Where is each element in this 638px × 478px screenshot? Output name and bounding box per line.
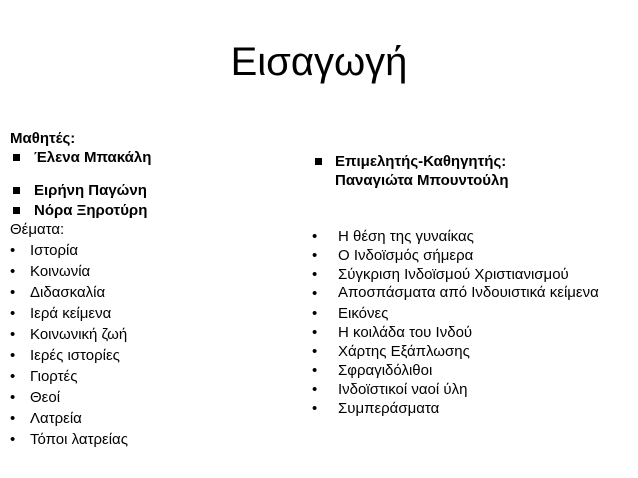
bullet-dot-icon: •	[10, 347, 16, 364]
bullet-dot-icon: •	[312, 285, 318, 302]
subtopic-item	[310, 361, 630, 380]
student-name: Ειρήνη Παγώνη	[34, 182, 147, 199]
bullet-dot-icon: •	[312, 247, 318, 264]
subtopic-text: Αποσπάσματα από Ινδουιστικά κείμενα	[338, 284, 599, 301]
topic-text: Θεοί	[30, 389, 61, 406]
supervisor-text: Επιμελητής-Καθηγητής: Παναγιώτα Μπουντούλη	[335, 153, 509, 189]
topic-text: Ιστορία	[30, 242, 79, 259]
topic-item	[10, 241, 290, 260]
topic-text: Διδασκαλία	[30, 284, 106, 301]
bullet-dot-icon: •	[10, 410, 16, 427]
topic-item	[10, 262, 290, 281]
bullet-dot-icon: •	[312, 305, 318, 322]
subtopic-item	[310, 227, 630, 246]
supervisor-item	[310, 152, 630, 190]
bullet-dot-icon: •	[312, 381, 318, 398]
topic-text: Κοινωνία	[30, 263, 91, 280]
bullet-dot-icon: •	[312, 324, 318, 341]
bullet-dot-icon: •	[312, 266, 318, 283]
subtopic-item	[310, 304, 630, 323]
subtopic-item	[310, 284, 630, 303]
topic-text: Λατρεία	[30, 410, 82, 427]
square-bullet-icon	[13, 207, 20, 214]
subtopic-text: Εικόνες	[338, 305, 389, 322]
subtopic-item	[310, 342, 630, 361]
subtopic-text: Η κοιλάδα του Ινδού	[338, 324, 473, 341]
topic-item	[10, 346, 290, 365]
bullet-dot-icon: •	[312, 343, 318, 360]
bullet-dot-icon: •	[10, 263, 16, 280]
topic-item	[10, 367, 290, 386]
bullet-dot-icon: •	[312, 400, 318, 417]
subtopic-item	[310, 265, 630, 284]
subtopic-text: Η θέση της γυναίκας	[338, 228, 474, 245]
topic-text: Τόποι λατρείας	[30, 431, 128, 448]
student-item	[10, 148, 290, 167]
bullet-dot-icon: •	[312, 228, 318, 245]
square-bullet-icon	[13, 154, 20, 161]
topic-text: Ιερές ιστορίες	[30, 347, 120, 364]
subtopic-text: Ο Ινδοϊσμός σήμερα	[338, 247, 474, 264]
student-item	[10, 181, 290, 200]
student-name: Έλενα Μπακάλη	[34, 149, 152, 166]
slide-title: Εισαγωγή	[230, 40, 408, 84]
right-column	[310, 152, 630, 418]
subtopic-text: Ινδοϊστικοί ναοί ύλη	[338, 381, 468, 398]
subtopic-text: Σύγκριση Ινδοϊσμού Χριστιανισμού	[338, 266, 569, 283]
students-heading-text: Μαθητές:	[10, 130, 76, 147]
bullet-dot-icon: •	[10, 389, 16, 406]
topic-text: Ιερά κείμενα	[30, 305, 112, 322]
subtopic-item	[310, 380, 630, 399]
bullet-dot-icon: •	[10, 242, 16, 259]
topic-item	[10, 388, 290, 407]
topic-item	[10, 325, 290, 344]
bullet-dot-icon: •	[10, 284, 16, 301]
square-bullet-icon	[13, 187, 20, 194]
square-bullet-icon	[315, 158, 322, 165]
subtopic-text: Σφραγιδόλιθοι	[338, 362, 433, 379]
topic-item	[10, 430, 290, 449]
bullet-dot-icon: •	[10, 305, 16, 322]
bullet-dot-icon: •	[10, 431, 16, 448]
student-item	[10, 201, 290, 220]
students-heading	[10, 129, 290, 148]
topics-heading	[10, 220, 290, 239]
subtopic-item	[310, 323, 630, 342]
bullet-dot-icon: •	[10, 368, 16, 385]
topic-item	[10, 409, 290, 428]
topic-text: Κοινωνική ζωή	[30, 326, 128, 343]
topic-text: Γιορτές	[30, 368, 78, 385]
topics-heading-text: Θέματα:	[10, 221, 65, 238]
subtopic-item	[310, 399, 630, 418]
subtopic-text: Συμπεράσματα	[338, 400, 440, 417]
subtopic-text: Χάρτης Εξάπλωσης	[338, 343, 470, 360]
left-column	[10, 129, 290, 449]
student-name: Νόρα Ξηροτύρη	[34, 202, 148, 219]
bullet-dot-icon: •	[10, 326, 16, 343]
bullet-dot-icon: •	[312, 362, 318, 379]
subtopic-item	[310, 246, 630, 265]
topic-item	[10, 283, 290, 302]
topic-item	[10, 304, 290, 323]
